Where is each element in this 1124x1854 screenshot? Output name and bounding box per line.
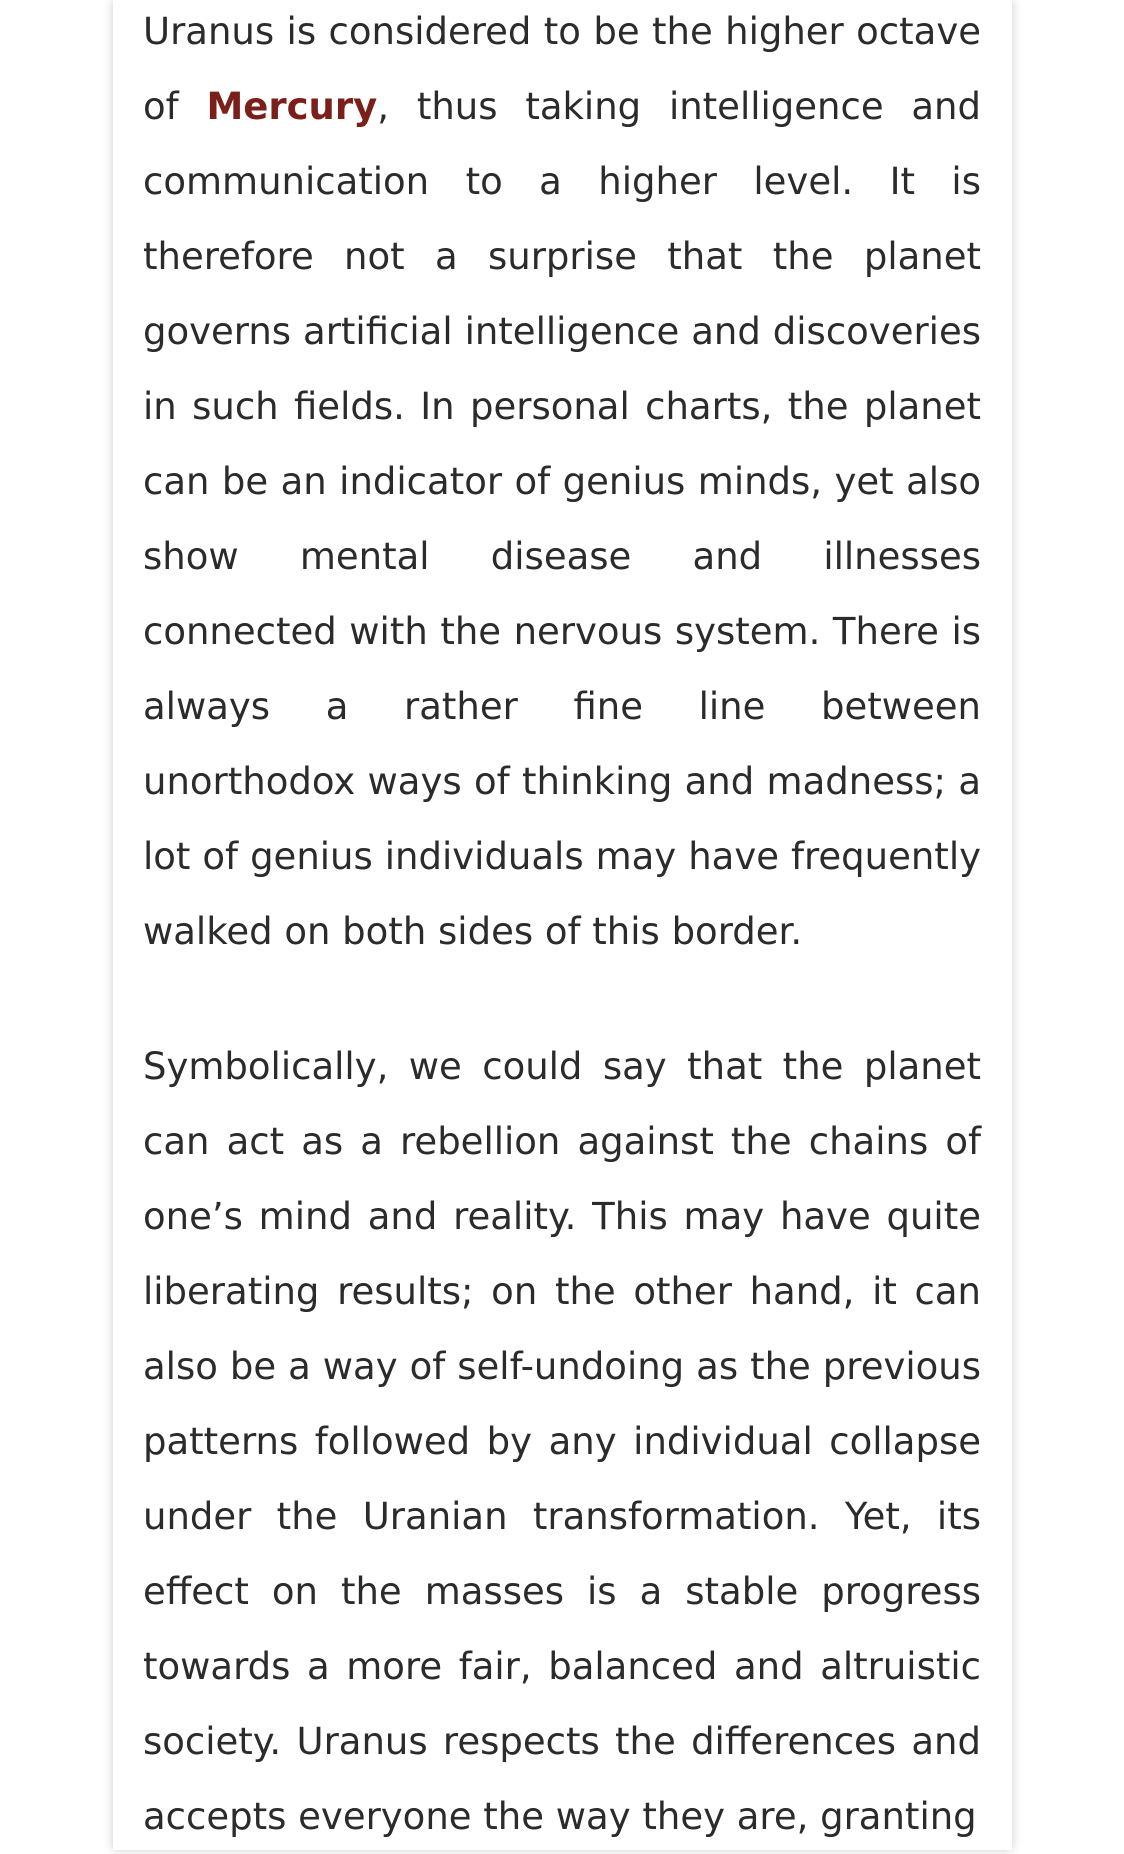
- mercury-link[interactable]: Mercury: [206, 85, 378, 128]
- article-paragraph: Symbolically, we could say that the planet can act as a rebellion against the chains of one’s mind and reality. This may have quite liberating results; on the other hand, it can also be a way of self-undoing as the previous patterns followed by any individual collapse under the Uranian transformation. Yet, its effect on the masses is a stable progress towards a more fair, balanced and altruistic society. Uranus respects the differences and accepts everyone the way they are, granting: [143, 1045, 981, 1838]
- article-paragraph: [143, 0, 981, 969]
- paragraph-text: , thus taking intelligence and communication to a higher level. It is therefore not a surprise that the planet governs artificial intelligence and discoveries in such fields. In personal charts, the planet can be an indicator of genius minds, yet also show mental disease and illnesses connected with the nervous system. There is always a rather fine line between unorthodox ways of thinking and madness; a lot of genius individuals may have frequently walked on both sides of this border.: [143, 85, 981, 953]
- article-card: [113, 0, 1012, 1850]
- paragraph-text: Uranus is considered to be the higher octave of: [143, 10, 981, 128]
